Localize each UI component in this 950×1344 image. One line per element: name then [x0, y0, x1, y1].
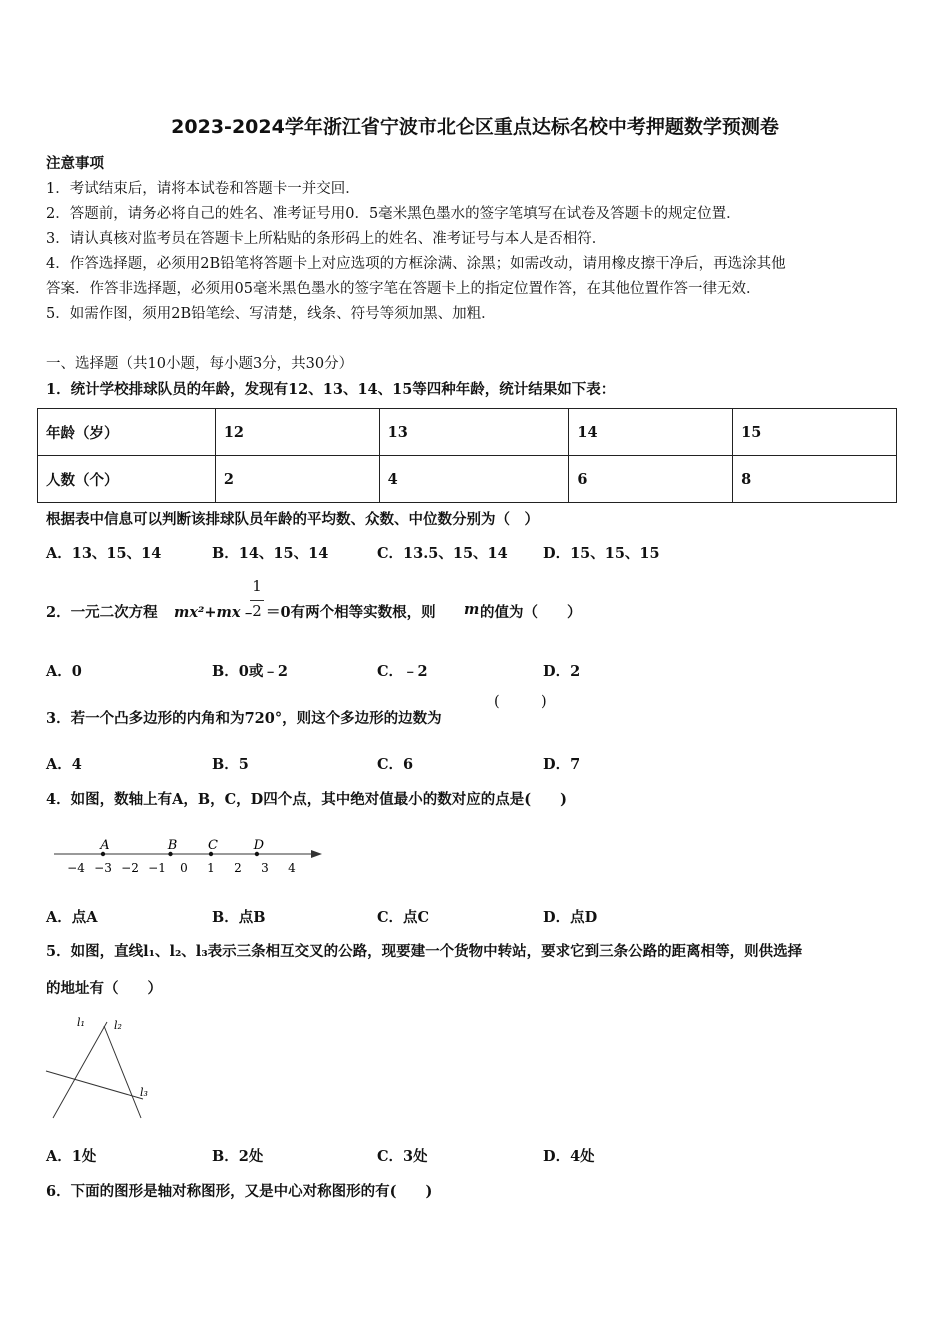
option-b: B．点B	[212, 909, 266, 926]
notice-item: 3．请认真核对监考员在答题卡上所粘贴的条形码上的姓名、准考证号与本人是否相符．	[46, 231, 607, 247]
notice-item: 5．如需作图，须用2B铅笔绘、写清楚，线条、符号等须加黑、加粗．	[46, 306, 496, 322]
tick-label: 3	[261, 861, 269, 875]
point-label-d: D	[253, 838, 265, 853]
line-label-l3: l₃	[140, 1086, 148, 1099]
option-d: D．15、15、15	[543, 545, 660, 562]
notice-heading: 注意事项	[46, 155, 104, 172]
line-label-l2: l₂	[114, 1019, 122, 1032]
option-a: A．0	[46, 663, 82, 680]
q5-stem-line2: 的地址有（ ）	[46, 980, 162, 997]
tick-label: −1	[148, 861, 166, 875]
tick-label: 0	[180, 861, 188, 875]
line-l2	[104, 1026, 141, 1118]
line-label-l1: l₁	[77, 1016, 85, 1029]
notice-item: 2．答题前，请务必将自己的姓名、准考证号用0．5毫米黑色墨水的签字笔填写在试卷及答题卡的规定位置．	[46, 206, 741, 222]
tick-label: 2	[234, 861, 242, 875]
notice-item: 1．考试结束后，请将本试卷和答题卡一并交回．	[46, 181, 360, 197]
table-cell: 13	[379, 409, 569, 456]
fraction-numerator: 1	[252, 577, 262, 595]
q2-suffix: ＝0有两个相等实数根，则	[266, 604, 436, 621]
q5-stem-line1: 5．如图，直线l₁、l₂、l₃表示三条相互交叉的公路，现要建一个货物中转站，要求它到三条公路的距离相等，则供选择	[46, 943, 803, 960]
age-table	[37, 408, 897, 503]
tick-label: −2	[121, 861, 139, 875]
option-d: D．7	[543, 756, 581, 773]
q4-stem: 4．如图，数轴上有A，B，C，D四个点，其中绝对值最小的数对应的点是( )	[46, 791, 567, 808]
option-b: B．2处	[212, 1148, 264, 1165]
option-d: D．4处	[543, 1148, 595, 1165]
q6-stem: 6．下面的图形是轴对称图形，又是中心对称图形的有( )	[46, 1183, 433, 1200]
fraction-bar	[250, 600, 264, 601]
three-lines-figure	[40, 1012, 170, 1124]
option-b: B．0或﹣2	[212, 663, 288, 680]
table-cell: 12	[215, 409, 379, 456]
line-l1	[53, 1022, 107, 1118]
notice-item: 4．作答选择题，必须用2B铅笔将答题卡上对应选项的方框涂满、涂黑；如需改动，请用橡皮擦干净后，再选涂其他	[46, 256, 786, 272]
tick-label: −4	[67, 861, 85, 875]
tick-label: 1	[207, 861, 215, 875]
table-cell: 4	[379, 456, 569, 503]
table-cell: 人数（个）	[38, 456, 216, 503]
line-l3	[46, 1071, 143, 1099]
option-c: C．﹣2	[377, 663, 428, 680]
option-a: A．点A	[46, 909, 98, 926]
q3-paren-left: (	[494, 694, 500, 710]
section-heading: 一、选择题（共10小题，每小题3分，共30分）	[46, 356, 354, 372]
option-b: B．14、15、14	[212, 545, 329, 562]
q2-end: 的值为（ ）	[480, 604, 582, 621]
table-row	[38, 456, 897, 503]
option-c: C．点C	[377, 909, 430, 926]
fraction-denominator: 2	[252, 602, 262, 620]
table-cell: 15	[733, 409, 897, 456]
point-label-c: C	[208, 838, 218, 853]
table-cell: 14	[569, 409, 733, 456]
tick-label: −3	[94, 861, 112, 875]
page-title: 2023-2024学年浙江省宁波市北仑区重点达标名校中考押题数学预测卷	[171, 116, 779, 138]
option-b: B．5	[212, 756, 249, 773]
arrow-icon	[311, 850, 322, 858]
table-row	[38, 409, 897, 456]
q2-expression: mx²+mx﹣	[174, 604, 255, 621]
option-a: A．13、15、14	[46, 545, 162, 562]
table-cell: 2	[215, 456, 379, 503]
option-a: A．4	[46, 756, 82, 773]
tick-label: 4	[288, 861, 296, 875]
option-d: D．点D	[543, 909, 598, 926]
q1-stem: 1．统计学校排球队员的年龄，发现有12、13、14、15等四种年龄，统计结果如下表：	[46, 381, 616, 398]
option-a: A．1处	[46, 1148, 97, 1165]
point-label-a: A	[100, 838, 110, 853]
q1-followup: 根据表中信息可以判断该排球队员年龄的平均数、众数、中位数分别为（ ）	[46, 511, 539, 528]
option-c: C．13.5、15、14	[377, 545, 508, 562]
option-c: C．3处	[377, 1148, 428, 1165]
q2-variable: m	[464, 601, 480, 618]
option-d: D．2	[543, 663, 581, 680]
q3-stem: 3．若一个凸多边形的内角和为720°，则这个多边形的边数为	[46, 710, 442, 727]
option-c: C．6	[377, 756, 414, 773]
q2-prefix: 2．一元二次方程	[46, 604, 158, 621]
table-cell: 6	[569, 456, 733, 503]
number-line-figure	[50, 832, 330, 880]
table-cell: 年龄（岁）	[38, 409, 216, 456]
table-cell: 8	[733, 456, 897, 503]
q3-paren-right: )	[541, 694, 547, 710]
notice-item: 答案．作答非选择题，必须用05毫米黑色墨水的签字笔在答题卡上的指定位置作答，在其他位置作答一律无效．	[46, 281, 761, 297]
point-label-b: B	[167, 838, 178, 853]
